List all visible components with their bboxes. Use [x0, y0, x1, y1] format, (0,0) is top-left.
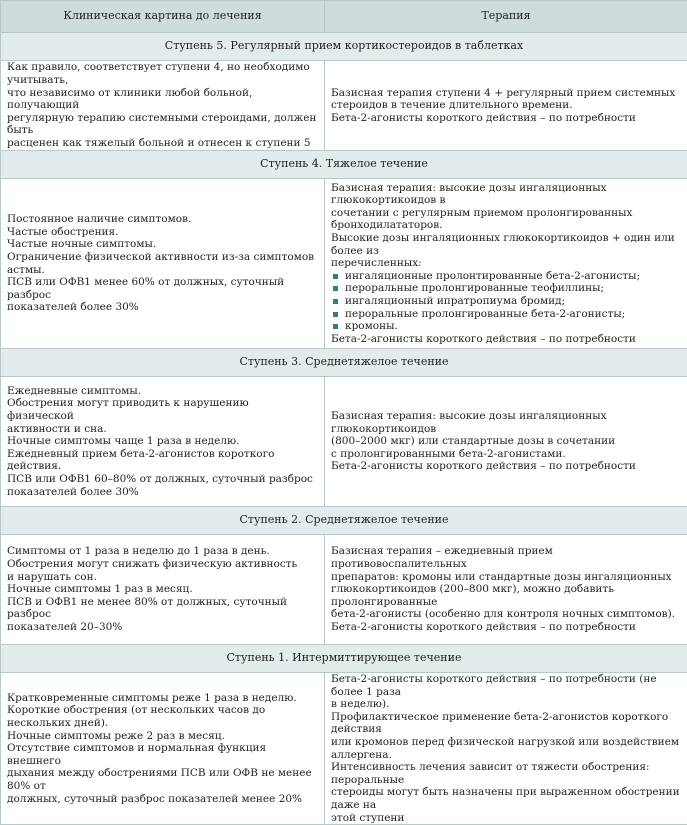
text-line: Ежедневные симптомы.	[7, 385, 318, 398]
step-2-therapy	[325, 535, 687, 645]
step-header-row	[1, 33, 687, 61]
step-2-clinical	[1, 535, 325, 645]
column-header-therapy: Терапия	[325, 1, 687, 33]
step-4-row	[1, 179, 687, 349]
text-line: и нарушать сон.	[7, 571, 318, 584]
step-4-therapy	[325, 179, 687, 349]
text-line: Бета-2-агонисты короткого действия – по потребности	[331, 333, 681, 346]
text-line: этой ступени	[331, 812, 681, 825]
text-line: Частые обострения.	[7, 226, 318, 239]
text-line: показателей более 30%	[7, 301, 318, 314]
text-line: Ночные симптомы 1 раз в месяц.	[7, 583, 318, 596]
text-line: Ежедневный прием бета-2-агонистов короткого действия.	[7, 448, 318, 473]
text-line: активности и сна.	[7, 423, 318, 436]
text-line: препаратов: кромоны или стандартные дозы ингаляционных	[331, 571, 681, 584]
text-line: стероиды могут быть назначены при выраженном обострении даже на	[331, 786, 681, 811]
text-line: регулярную терапию системными стероидами, должен быть	[7, 112, 318, 137]
text-line: показателей 20–30%	[7, 621, 318, 634]
step-header-row	[1, 645, 687, 673]
text-line: Ночные симптомы чаще 1 раза в неделю.	[7, 435, 318, 448]
text-line: ПСВ или ОФВ1 60–80% от должных, суточный разброс	[7, 473, 318, 486]
text-line: Ограничение физической активности из-за симптомов астмы.	[7, 251, 318, 276]
step-1-clinical	[1, 673, 325, 825]
step-5-clinical	[1, 61, 325, 151]
text-line: Базисная терапия – ежедневный прием противовоспалительных	[331, 545, 681, 570]
step-3-title: Ступень 3. Среднетяжелое течение	[1, 349, 687, 377]
text-line: должных, суточный разброс показателей менее 20%	[7, 793, 318, 806]
text-line: перечисленных:	[331, 257, 681, 270]
step-3-therapy	[325, 377, 687, 507]
step-header-row	[1, 507, 687, 535]
text-line: бета-2-агонисты (особенно для контроля ночных симптомов).	[331, 608, 681, 621]
column-header-clinical: Клиническая картина до лечения	[1, 1, 325, 33]
list-item: пероральные пролонгированные теофиллины;	[331, 282, 681, 295]
text-line: Ночные симптомы реже 2 раз в месяц.	[7, 730, 318, 743]
step-1-row	[1, 673, 687, 825]
text-line: стероидов в течение длительного времени.	[331, 99, 681, 112]
list-item: пероральные пролонгированные бета-2-агонисты;	[331, 308, 681, 321]
text-line: Частые ночные симптомы.	[7, 238, 318, 251]
therapy-list	[331, 270, 681, 333]
text-line: Бета-2-агонисты короткого действия – по потребности (не более 1 раза	[331, 673, 681, 698]
step-5-row	[1, 61, 687, 151]
text-line: Короткие обострения (от нескольких часов до нескольких дней).	[7, 704, 318, 729]
text-line: показателей более 30%	[7, 486, 318, 499]
text-line: (800–2000 мкг) или стандартные дозы в сочетании	[331, 435, 681, 448]
text-line: в неделю).	[331, 698, 681, 711]
text-line: Симптомы от 1 раза в неделю до 1 раза в день.	[7, 545, 318, 558]
text-line: Бета-2-агонисты короткого действия – по потребности	[331, 621, 681, 634]
text-line: Бета-2-агонисты короткого действия – по потребности	[331, 460, 681, 473]
text-line: сочетании с регулярным приемом пролонгированных бронходилататоров.	[331, 207, 681, 232]
step-header-row	[1, 151, 687, 179]
step-1-title: Ступень 1. Интермиттирующее течение	[1, 645, 687, 673]
list-item: ингаляционный ипратропиума бромид;	[331, 295, 681, 308]
text-line: Высокие дозы ингаляционных глюкокортикоидов + один или более из	[331, 232, 681, 257]
step-3-row	[1, 377, 687, 507]
text-line: Базисная терапия ступени 4 + регулярный прием системных	[331, 87, 681, 100]
text-line: Базисная терапия: высокие дозы ингаляционных глюкокортикоидов	[331, 410, 681, 435]
step-2-row	[1, 535, 687, 645]
text-line: дыхания между обострениями ПСВ или ОФВ не менее 80% от	[7, 767, 318, 792]
text-line: расценен как тяжелый больной и отнесен к ступени 5	[7, 137, 318, 150]
text-line: Кратковременные симптомы реже 1 раза в неделю.	[7, 692, 318, 705]
text-line: Обострения могут приводить к нарушению физической	[7, 397, 318, 422]
text-line: Как правило, соответствует ступени 4, но необходимо учитывать,	[7, 61, 318, 86]
text-line: что независимо от клиники любой больной, получающий	[7, 87, 318, 112]
text-line: Отсутствие симптомов и нормальная функция внешнего	[7, 742, 318, 767]
text-line: ПСВ или ОФВ1 менее 60% от должных, суточный разброс	[7, 276, 318, 301]
step-5-title: Ступень 5. Регулярный прием кортикостероидов в таблетках	[1, 33, 687, 61]
step-2-title: Ступень 2. Среднетяжелое течение	[1, 507, 687, 535]
text-line: ПСВ и ОФВ1 не менее 80% от должных, суточный разброс	[7, 596, 318, 621]
step-4-clinical	[1, 179, 325, 349]
text-line: Постоянное наличие симптомов.	[7, 213, 318, 226]
text-line: Интенсивность лечения зависит от тяжести обострения: пероральные	[331, 761, 681, 786]
text-line: Обострения могут снижать физическую активность	[7, 558, 318, 571]
step-header-row	[1, 349, 687, 377]
text-line: Базисная терапия: высокие дозы ингаляционных глюкокортикоидов в	[331, 182, 681, 207]
text-line: или кромонов перед физической нагрузкой или воздействием аллергена.	[331, 736, 681, 761]
step-3-clinical	[1, 377, 325, 507]
text-line: Бета-2-агонисты короткого действия – по потребности	[331, 112, 681, 125]
step-1-therapy	[325, 673, 687, 825]
text-line: с пролонгированными бета-2-агонистами.	[331, 448, 681, 461]
list-item: кромоны.	[331, 320, 681, 333]
text-line: Профилактическое применение бета-2-агонистов короткого действия	[331, 711, 681, 736]
step-4-title: Ступень 4. Тяжелое течение	[1, 151, 687, 179]
list-item: ингаляционные пролонтированные бета-2-агонисты;	[331, 270, 681, 283]
text-line: глюкокортикоидов (200–800 мкг), можно добавить пролонгированные	[331, 583, 681, 608]
step-5-therapy	[325, 61, 687, 151]
table-header-row	[1, 1, 687, 33]
